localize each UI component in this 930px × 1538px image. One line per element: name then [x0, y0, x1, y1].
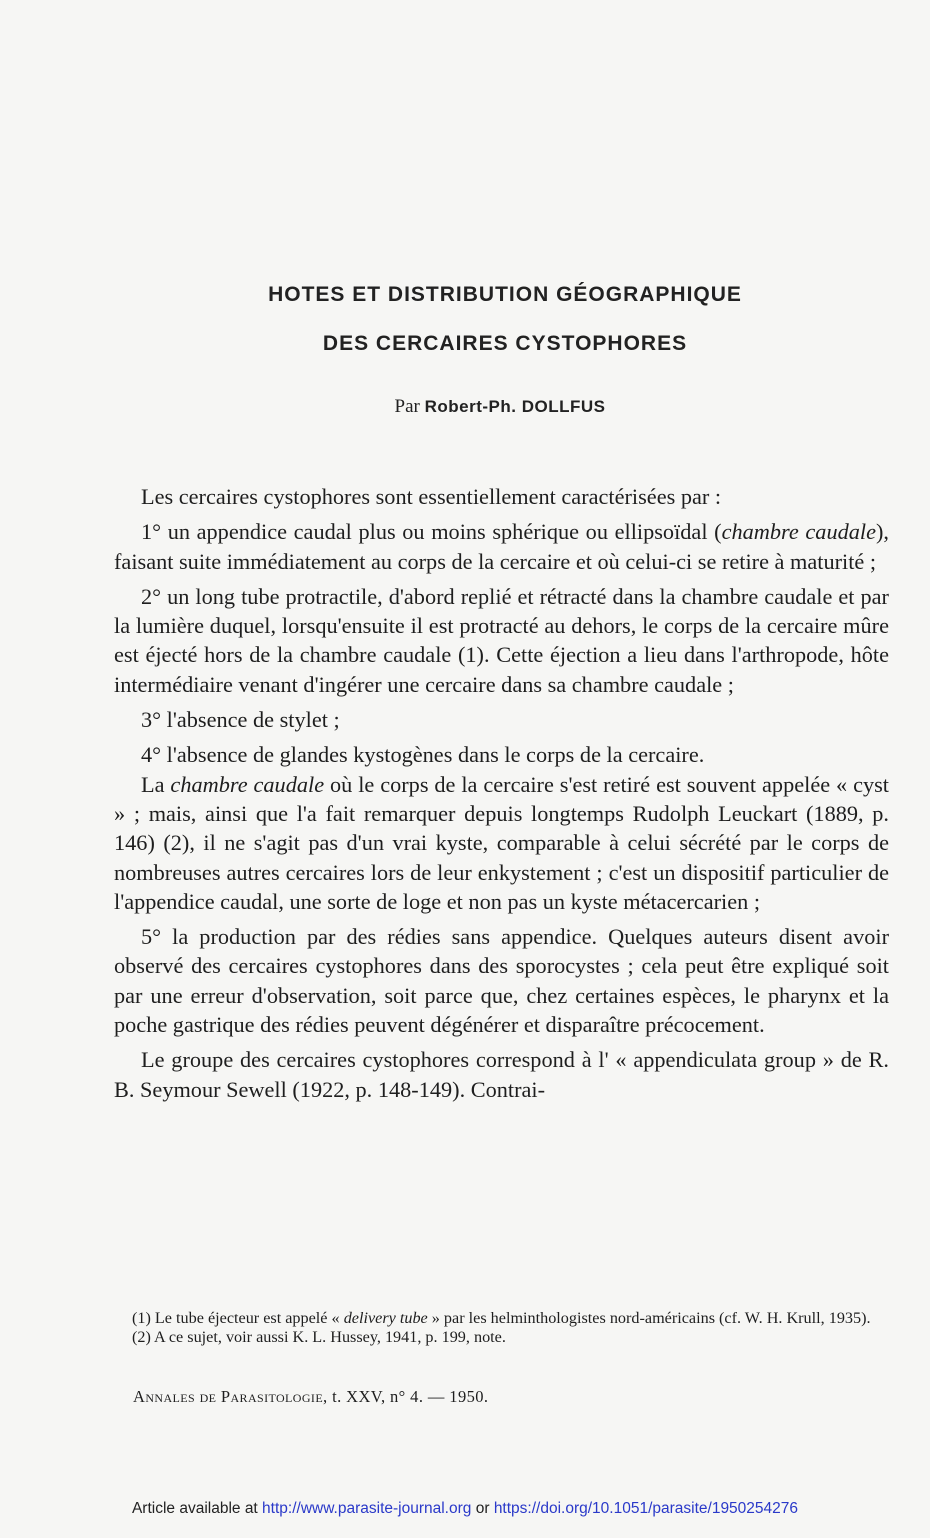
- journal-citation: [133, 1387, 488, 1407]
- paragraph-appendiculata: Le groupe des cercaires cystophores correspond à l' « appendiculata group » de R. B. Seymour Sewell (1922, p. 148-149). Contrai-: [114, 1047, 889, 1102]
- text-run: ), faisant suite immédiatement au corps de la cercaire et où celui-ci se retire à maturité ;: [114, 519, 889, 574]
- article-body: [114, 482, 889, 1110]
- article-title-line-2: DES CERCAIRES CYSTOPHORES: [322, 332, 688, 355]
- paragraph-item-5: 5° la production par des rédies sans appendice. Quelques auteurs disent avoir observé des cercaires cystophores dans des sporocystes ; cela peut être expliqué soit par une erreur d'observation, soit parce que, chez certaines espèces, le pharynx et la poche gastrique des rédies peuvent dégénérer et disparaître précocement.: [114, 924, 889, 1038]
- footnote-2: (2) A ce sujet, voir aussi K. L. Hussey, 1941, p. 199, note.: [132, 1328, 506, 1346]
- italic-term: chambre caudale: [170, 771, 325, 797]
- paragraph-intro: Les cercaires cystophores sont essentiellement caractérisées par :: [141, 484, 722, 509]
- text-run: La: [141, 771, 171, 797]
- byline-prefix: Par: [394, 396, 420, 417]
- footer-middle: or: [471, 1500, 494, 1517]
- italic-term: delivery tube: [343, 1309, 428, 1327]
- paragraph-chambre-caudale: [114, 770, 889, 916]
- article-footer: [0, 1500, 930, 1518]
- paragraph-item-4: 4° l'absence de glandes kystogènes dans le corps de la cercaire.: [141, 742, 705, 768]
- italic-term: chambre caudale: [721, 519, 876, 545]
- footnotes: [110, 1309, 888, 1347]
- article-title-line-1: HOTES ET DISTRIBUTION GÉOGRAPHIQUE: [268, 283, 742, 306]
- journal-volume: , t. XXV, n° 4. — 1950.: [323, 1387, 489, 1406]
- footer-prefix: Article available at: [131, 1500, 263, 1517]
- paragraph-item-1: [114, 517, 889, 576]
- doi-link[interactable]: https://doi.org/10.1051/parasite/1950254276: [493, 1500, 799, 1517]
- text-run: 1° un appendice caudal plus ou moins sphérique ou ellipsoïdal (: [141, 519, 722, 545]
- paragraph-item-3: 3° l'absence de stylet ;: [141, 707, 340, 733]
- text-run: (1) Le tube éjecteur est appelé «: [132, 1309, 344, 1327]
- author-name: Robert-Ph. DOLLFUS: [424, 397, 606, 416]
- byline: [0, 396, 930, 418]
- text-run: où le corps de la cercaire s'est retiré est souvent appelée « cyst » ; mais, ainsi que l'a fait remarquer depuis longtemps Rudolph Leuckart (1889, p. 146) (2), il ne s'agit pas d'un vrai kyste, comparable à celui sécrété par le corps de nombreuses autres cercaires lors de leur enkystement ; c'est un dispositif particulier de l'appendice caudal, une sorte de loge et non pas un kyste métacercarien ;: [114, 771, 889, 914]
- journal-name: Annales de Parasitologie: [133, 1387, 324, 1406]
- footnote-1: [110, 1309, 888, 1328]
- text-run: » par les helminthologistes nord-américains (cf. W. H. Krull, 1935).: [427, 1309, 871, 1327]
- paragraph-item-2: 2° un long tube protractile, d'abord replié et rétracté dans la chambre caudale et par la lumière duquel, lorsqu'ensuite il est protracté au dehors, le corps de la cercaire mûre est éjecté hors de la chambre caudale (1). Cette éjection a lieu dans l'arthropode, hôte intermédiaire venant d'ingérer une cercaire dans sa chambre caudale ;: [114, 583, 889, 697]
- journal-link[interactable]: http://www.parasite-journal.org: [262, 1500, 472, 1517]
